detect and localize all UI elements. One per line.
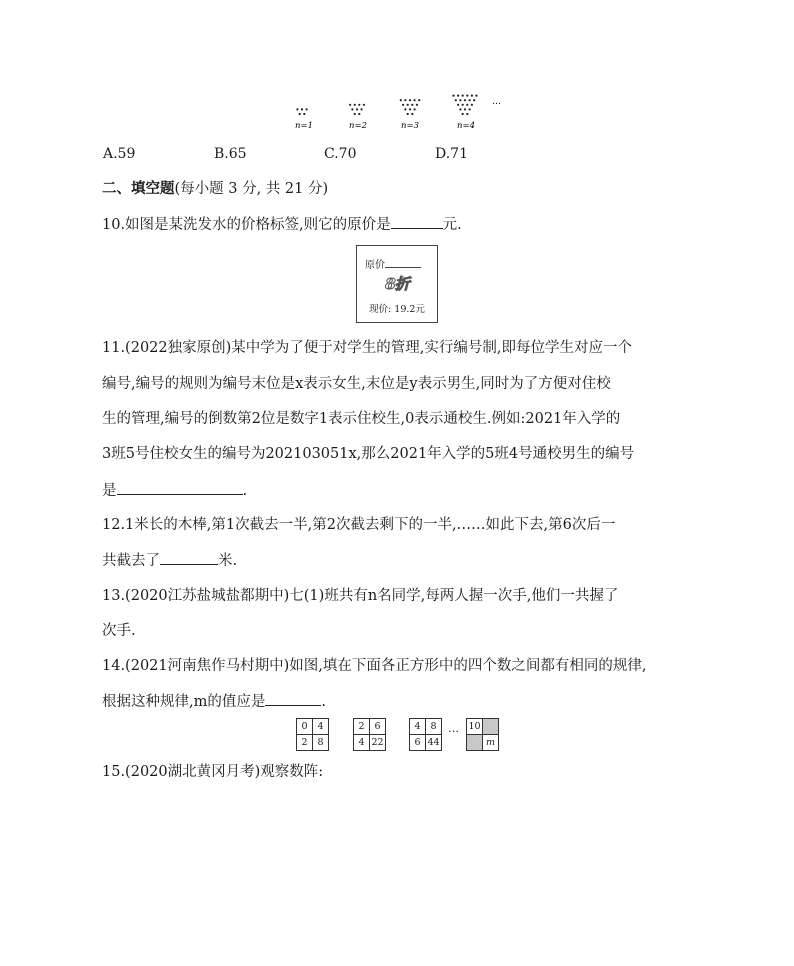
figure-dot — [414, 99, 416, 101]
number-square-3: 4 8 6 44 — [409, 718, 442, 751]
section-note: (每小题 3 分, 共 21 分) — [174, 181, 329, 197]
figure-dot — [299, 113, 301, 115]
option-b: B.65 — [214, 146, 247, 162]
figure-dot — [354, 113, 356, 115]
figure-dot — [469, 108, 471, 110]
figure-dot — [459, 99, 461, 101]
q14-answer-blank[interactable] — [265, 691, 321, 706]
q14-line-2: 根据这种规律,m的值应是 . — [102, 691, 326, 712]
number-square-4: 10 m — [466, 718, 499, 751]
figure-dot — [464, 108, 466, 110]
figure-dot — [418, 99, 420, 101]
option-d: D.71 — [435, 146, 468, 162]
figure-label-n1: n=1 — [295, 121, 314, 131]
figure-dot — [402, 104, 404, 106]
figure-dot — [306, 108, 308, 110]
figure-dot — [358, 113, 360, 115]
figure-dot — [416, 104, 418, 106]
figure-dot — [404, 108, 406, 110]
figure-dot — [455, 99, 457, 101]
figure-dot — [356, 108, 358, 110]
price-tag-figure — [356, 245, 438, 323]
figure-dot — [475, 95, 477, 97]
price-tag-original: 原价 — [365, 256, 421, 271]
figure-dot — [349, 104, 351, 106]
figure-label-n3: n=3 — [401, 121, 420, 131]
q12-answer-blank[interactable] — [160, 550, 218, 565]
q11-line-5: 是 . — [102, 480, 247, 501]
q10-answer-blank[interactable] — [391, 214, 443, 229]
q11-line-3: 生的管理,编号的倒数第2位是数字1表示住校生,0表示通校生.例如:2021年入学的 — [102, 411, 621, 427]
squares-ellipsis: … — [448, 722, 459, 735]
figure-dot — [354, 104, 356, 106]
figure-dot — [303, 113, 305, 115]
figure-dot — [409, 99, 411, 101]
figure-dot — [407, 113, 409, 115]
figure-dot — [411, 113, 413, 115]
figure-dot — [400, 99, 402, 101]
question-15: 15.(2020湖北黄冈月考)观察数阵: — [102, 764, 324, 780]
q11-line-4: 3班5号住校女生的编号为202103051x,那么2021年入学的5班4号通校男生的编号 — [102, 446, 635, 462]
section-title: 二、填空题 — [102, 180, 175, 197]
figure-dot — [462, 113, 464, 115]
q13-line-1: 13.(2020江苏盐城盐都期中)七(1)班共有n名同学,每两人握一次手,他们一共握了 — [102, 588, 619, 604]
figure-ellipsis: … — [492, 97, 501, 107]
q10-suffix: 元. — [442, 217, 462, 233]
q13-line-2: 次手. — [102, 623, 136, 639]
question-10 — [102, 214, 462, 235]
figure-dot — [351, 108, 353, 110]
section-header — [102, 179, 328, 199]
dot-triangle-figure — [282, 84, 512, 134]
q14-line-1: 14.(2021河南焦作马村期中)如图,填在下面各正方形中的四个数之间都有相同的规律, — [102, 658, 647, 674]
figure-dot — [471, 104, 473, 106]
q11-line-1: 11.(2022独家原创)某中学为了便于对学生的管理,实行编号制,即每位学生对应一个 — [102, 340, 632, 356]
figure-dot — [466, 104, 468, 106]
figure-dot — [296, 108, 298, 110]
figure-dot — [363, 104, 365, 106]
price-tag-current-price: 现价: 19.2元 — [369, 304, 425, 315]
number-square-1: 0 4 2 8 — [296, 718, 329, 751]
figure-dot — [414, 108, 416, 110]
figure-dot — [407, 104, 409, 106]
q11-answer-blank[interactable] — [117, 480, 243, 495]
figure-dot — [358, 104, 360, 106]
figure-dot — [404, 99, 406, 101]
figure-dot — [466, 113, 468, 115]
q12-line-1: 12.1米长的木棒,第1次截去一半,第2次截去剩下的一半,……如此下去,第6次后一 — [102, 517, 616, 533]
option-a: A.59 — [103, 146, 136, 162]
price-tag-discount: 8折 — [385, 275, 409, 293]
q12-line-2: 共截去了 米. — [102, 550, 237, 571]
figure-dot — [411, 104, 413, 106]
figure-dot — [301, 108, 303, 110]
figure-dot — [457, 104, 459, 106]
figure-dot — [457, 95, 459, 97]
figure-dot — [452, 95, 454, 97]
figure-dot — [464, 99, 466, 101]
figure-label-n4: n=4 — [457, 121, 476, 131]
figure-dot — [409, 108, 411, 110]
figure-dot — [462, 95, 464, 97]
figure-dot — [466, 95, 468, 97]
q11-line-2: 编号,编号的规则为编号末位是x表示女生,末位是y表示男生,同时为了方便对住校 — [102, 376, 611, 392]
number-square-2: 2 6 4 22 — [353, 718, 386, 751]
option-c: C.70 — [324, 146, 357, 162]
figure-dot — [469, 99, 471, 101]
figure-label-n2: n=2 — [349, 121, 368, 131]
figure-dot — [471, 95, 473, 97]
figure-dot — [459, 108, 461, 110]
figure-dot — [462, 104, 464, 106]
figure-dot — [473, 99, 475, 101]
figure-dot — [361, 108, 363, 110]
q10-text: 10.如图是某洗发水的价格标签,则它的原价是 — [102, 217, 391, 233]
